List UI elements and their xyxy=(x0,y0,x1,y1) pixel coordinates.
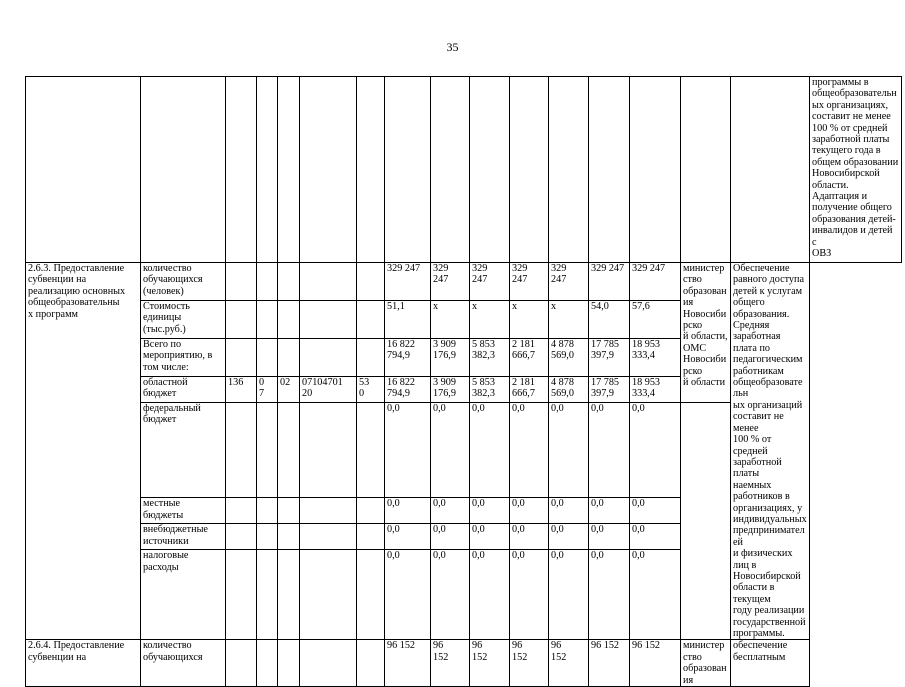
value-cell: 0,0 xyxy=(589,403,630,498)
expected-result-note: Обеспечение равного доступа детей к услугам общего образования. Средняя заработная плата по педагогическим работникам общеобразовательн ых организаций составит не менее 100 % от средней заработной платы наемных работников в организациях, у индивидуальных предпринимателей и физических лиц в Новосибирской области в текущем году реализации государственной программы. xyxy=(731,263,810,640)
row-label: внебюджетные источники xyxy=(141,524,226,550)
value-cell: 329 247 xyxy=(510,263,549,301)
cell-empty xyxy=(681,77,731,263)
row-label: Всего по мероприятию, в том числе: xyxy=(141,339,226,377)
budget-code-cell: 136 xyxy=(226,377,257,403)
cell-empty xyxy=(731,77,810,263)
budget-code-cell xyxy=(257,498,278,524)
cell-empty xyxy=(357,77,385,263)
budget-code-cell xyxy=(300,524,357,550)
value-cell: 0,0 xyxy=(589,498,630,524)
budget-code-cell xyxy=(357,524,385,550)
budget-code-cell xyxy=(300,550,357,640)
value-cell: 96 152 xyxy=(510,640,549,687)
value-cell: 17 785 397,9 xyxy=(589,339,630,377)
value-cell: x xyxy=(470,301,510,339)
budget-code-cell xyxy=(278,301,300,339)
value-cell: 329 247 xyxy=(385,263,431,301)
budget-code-cell xyxy=(257,403,278,498)
value-cell: 0,0 xyxy=(385,550,431,640)
budget-code-cell: 0 7 xyxy=(257,377,278,403)
budget-code-cell xyxy=(226,301,257,339)
program-table xyxy=(25,76,902,687)
value-cell: 4 878 569,0 xyxy=(549,339,589,377)
value-cell: 329 247 xyxy=(589,263,630,301)
value-cell: 0,0 xyxy=(470,498,510,524)
budget-code-cell xyxy=(357,339,385,377)
value-cell: 96 152 xyxy=(589,640,630,687)
value-cell: 96 152 xyxy=(431,640,470,687)
page-number: 35 xyxy=(446,40,459,54)
value-cell: x xyxy=(549,301,589,339)
budget-code-cell xyxy=(257,550,278,640)
cell-empty xyxy=(300,77,357,263)
value-cell: 0,0 xyxy=(510,403,549,498)
budget-code-cell xyxy=(278,498,300,524)
budget-code-cell xyxy=(257,263,278,301)
value-cell: 2 181 666,7 xyxy=(510,377,549,403)
value-cell: 0,0 xyxy=(549,498,589,524)
budget-code-cell xyxy=(257,339,278,377)
row-label: областной бюджет xyxy=(141,377,226,403)
value-cell: 2 181 666,7 xyxy=(510,339,549,377)
section-264-row xyxy=(26,640,902,687)
value-cell: x xyxy=(510,301,549,339)
row-label: количество обучающихся xyxy=(141,640,226,687)
cell-empty xyxy=(549,77,589,263)
row-label: количество обучающихся (человек) xyxy=(141,263,226,301)
cell-empty xyxy=(141,77,226,263)
budget-code-cell xyxy=(226,339,257,377)
budget-code-cell xyxy=(278,640,300,687)
executor-empty xyxy=(681,403,731,640)
budget-code-cell xyxy=(226,498,257,524)
budget-code-cell xyxy=(226,524,257,550)
value-cell: 0,0 xyxy=(630,498,681,524)
budget-code-cell xyxy=(226,640,257,687)
budget-code-cell xyxy=(226,550,257,640)
value-cell: x xyxy=(431,301,470,339)
measure-title: 2.6.4. Предоставление субвенции на xyxy=(26,640,141,687)
budget-code-cell xyxy=(357,403,385,498)
cell-empty xyxy=(257,77,278,263)
value-cell: 4 878 569,0 xyxy=(549,377,589,403)
budget-code-cell xyxy=(257,524,278,550)
value-cell: 16 822 794,9 xyxy=(385,339,431,377)
budget-code-cell xyxy=(278,263,300,301)
budget-code-cell xyxy=(357,301,385,339)
row-label: Стоимость единицы (тыс.руб.) xyxy=(141,301,226,339)
value-cell: 329 247 xyxy=(630,263,681,301)
budget-code-cell: 53 0 xyxy=(357,377,385,403)
budget-code-cell xyxy=(278,550,300,640)
value-cell: 0,0 xyxy=(470,550,510,640)
value-cell: 57,6 xyxy=(630,301,681,339)
value-cell: 0,0 xyxy=(470,524,510,550)
row-label: местные бюджеты xyxy=(141,498,226,524)
budget-code-cell xyxy=(300,498,357,524)
value-cell: 0,0 xyxy=(589,550,630,640)
value-cell: 51,1 xyxy=(385,301,431,339)
value-cell: 329 247 xyxy=(431,263,470,301)
value-cell: 0,0 xyxy=(630,524,681,550)
budget-code-cell: 02 xyxy=(278,377,300,403)
cell-empty xyxy=(589,77,630,263)
value-cell: 0,0 xyxy=(630,403,681,498)
row-label: федеральный бюджет xyxy=(141,403,226,498)
budget-code-cell xyxy=(226,263,257,301)
value-cell: 18 953 333,4 xyxy=(630,377,681,403)
value-cell: 0,0 xyxy=(470,403,510,498)
value-cell: 0,0 xyxy=(385,403,431,498)
value-cell: 96 152 xyxy=(385,640,431,687)
budget-code-cell xyxy=(300,403,357,498)
value-cell: 0,0 xyxy=(549,524,589,550)
value-cell: 3 909 176,9 xyxy=(431,339,470,377)
executor-cell: министерство образования Новосибирско й области, ОМС Новосибирско й области xyxy=(681,263,731,403)
cell-empty xyxy=(278,77,300,263)
value-cell: 329 247 xyxy=(470,263,510,301)
cell-empty xyxy=(431,77,470,263)
cell-empty xyxy=(470,77,510,263)
row-label: налоговые расходы xyxy=(141,550,226,640)
value-cell: 329 247 xyxy=(549,263,589,301)
value-cell: 0,0 xyxy=(549,550,589,640)
value-cell: 18 953 333,4 xyxy=(630,339,681,377)
value-cell: 3 909 176,9 xyxy=(431,377,470,403)
budget-code-cell xyxy=(357,498,385,524)
value-cell: 0,0 xyxy=(630,550,681,640)
value-cell: 96 152 xyxy=(549,640,589,687)
value-cell: 0,0 xyxy=(431,550,470,640)
measure-title: 2.6.3. Предоставление субвенции на реализацию основных общеобразовательны х программ xyxy=(26,263,141,640)
section-263-row xyxy=(26,263,902,301)
value-cell: 54,0 xyxy=(589,301,630,339)
value-cell: 0,0 xyxy=(431,524,470,550)
budget-code-cell xyxy=(278,524,300,550)
value-cell: 0,0 xyxy=(510,550,549,640)
value-cell: 0,0 xyxy=(431,403,470,498)
value-cell: 0,0 xyxy=(510,524,549,550)
value-cell: 0,0 xyxy=(510,498,549,524)
value-cell: 5 853 382,3 xyxy=(470,339,510,377)
budget-code-cell xyxy=(257,301,278,339)
cell-empty xyxy=(510,77,549,263)
cell-empty xyxy=(630,77,681,263)
value-cell: 0,0 xyxy=(549,403,589,498)
value-cell: 0,0 xyxy=(385,524,431,550)
cell-empty xyxy=(385,77,431,263)
value-cell: 96 152 xyxy=(630,640,681,687)
budget-code-cell xyxy=(300,301,357,339)
value-cell: 96 152 xyxy=(470,640,510,687)
budget-code-cell xyxy=(357,640,385,687)
budget-code-cell xyxy=(257,640,278,687)
budget-code-cell xyxy=(357,550,385,640)
value-cell: 16 822 794,9 xyxy=(385,377,431,403)
budget-code-cell xyxy=(300,339,357,377)
expected-result-note: обеспечение бесплатным xyxy=(731,640,810,687)
budget-code-cell xyxy=(300,640,357,687)
value-cell: 0,0 xyxy=(589,524,630,550)
cell-empty xyxy=(226,77,257,263)
budget-code-cell: 07104701 20 xyxy=(300,377,357,403)
expected-result-note: программы в общеобразовательн ых организациях, составит не менее 100 % от средней заработной платы текущего года в общем образовании Новосибирской области. Адаптация и получение общего образования детей- инвалидов и детей с ОВЗ xyxy=(810,77,902,263)
value-cell: 0,0 xyxy=(431,498,470,524)
budget-code-cell xyxy=(278,339,300,377)
continuation-row xyxy=(26,77,902,263)
budget-code-cell xyxy=(278,403,300,498)
executor-cell: министерство образования xyxy=(681,640,731,687)
budget-code-cell xyxy=(357,263,385,301)
value-cell: 0,0 xyxy=(385,498,431,524)
budget-code-cell xyxy=(226,403,257,498)
value-cell: 5 853 382,3 xyxy=(470,377,510,403)
value-cell: 17 785 397,9 xyxy=(589,377,630,403)
budget-code-cell xyxy=(300,263,357,301)
cell-empty xyxy=(26,77,141,263)
